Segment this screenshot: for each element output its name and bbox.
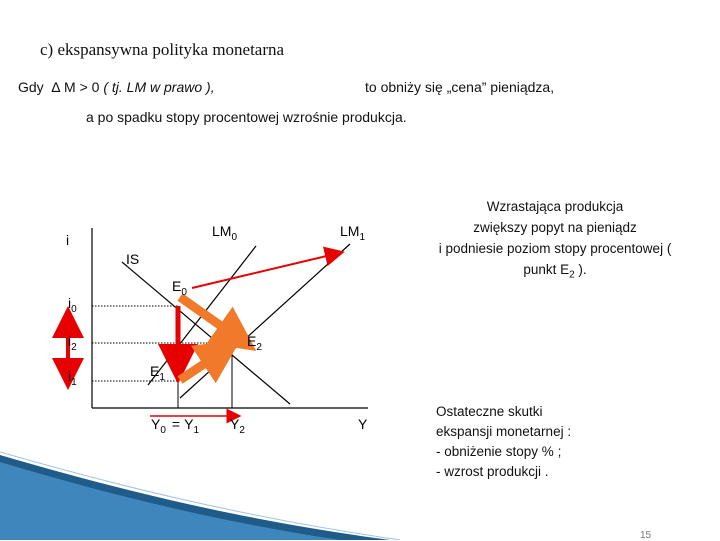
lm1-base: LM [340,223,360,239]
i1-sub: 1 [71,377,77,388]
final-line: ekspansji monetarnej : [436,424,572,439]
i0-base: i [68,295,72,311]
final-line: - obniżenie stopy % ; [436,444,562,459]
intro-line2: a po spadku stopy procentowej wzrośnie produkcja. [86,109,407,125]
e0-base: E [172,278,182,294]
intro-condition-text: M > 0 [64,79,100,95]
note-line-sub: 2 [569,269,575,281]
note-line-pre: punkt E [523,262,570,277]
e1-base: E [150,363,160,379]
intro-gdy: Gdy [18,79,44,95]
is-label: IS [126,251,140,267]
note-line: zwiększy popyt na pieniądz [473,220,637,235]
is-curve [122,262,290,404]
lm1-label [340,223,365,243]
y-equals: = [171,416,181,432]
y0-base: Y [151,416,161,432]
final-line: - wzrost produkcji . [436,464,549,479]
intro-result: to obniży się „cena” pieniądza, [365,79,555,95]
i1-label [68,368,77,388]
note-line-post: ). [574,262,587,277]
e2-base: E [247,333,257,349]
lm1-curve [180,244,350,398]
page-number: 15 [640,530,652,541]
y-axis-label: i [66,232,70,248]
e2-label [247,333,262,353]
e2-sub: 2 [256,342,262,353]
y0-sub: 0 [160,425,166,436]
y0-y1-label [151,416,199,436]
i1-base: i [68,368,72,384]
y1-base: Y [184,416,194,432]
e0-label [172,278,187,298]
x-axis-label: Y [358,416,368,432]
lm0-base: LM [212,223,232,239]
i0-label [68,295,77,315]
lm0-label [212,223,237,243]
e1-sub: 1 [159,372,165,383]
y2-label [230,416,245,436]
lm1-sub: 1 [359,232,366,243]
i0-sub: 0 [71,304,77,315]
lm0-sub: 0 [231,232,238,243]
y1-sub: 1 [193,425,199,436]
i2-base: i [68,333,72,349]
note-line: i podniesie poziom stopy procentowej ( [438,241,672,256]
slide-title: c) ekspansywna polityka monetarna [40,40,285,59]
i2-sub: 2 [71,342,77,353]
y2-base: Y [230,416,240,432]
final-line: Ostateczne skutki [436,404,543,419]
note-line: Wzrastająca produkcja [486,199,624,214]
intro-paren: ( tj. LM w prawo ), [103,79,215,95]
lm-shift-arrow [192,254,335,288]
e0-sub: 0 [181,287,187,298]
y2-sub: 2 [239,425,245,436]
delta-symbol: ∆ [51,79,61,95]
